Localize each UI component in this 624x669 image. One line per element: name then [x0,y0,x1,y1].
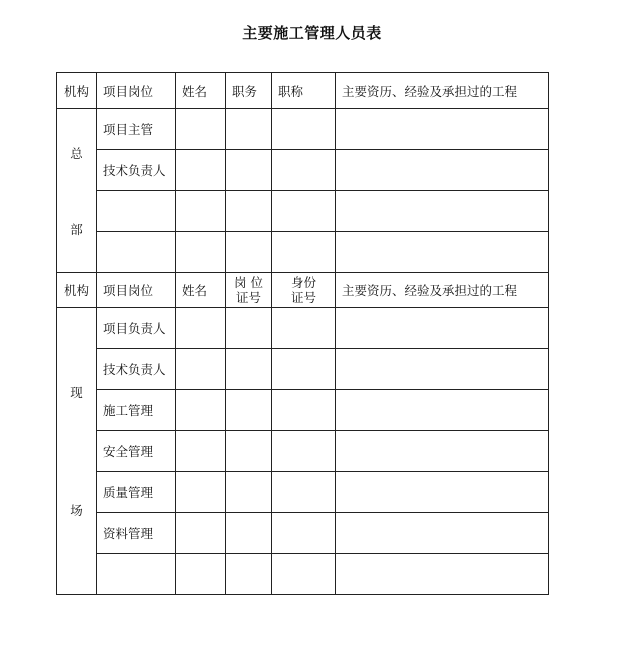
name-cell[interactable] [176,390,226,431]
table-row [57,109,549,150]
name-cell[interactable] [176,431,226,472]
table-row [57,431,549,472]
name-cell[interactable] [176,554,226,595]
position-cell: 资料管理 [97,513,176,554]
rank-cell[interactable] [272,191,336,232]
header-position: 项目岗位 [97,73,176,109]
header-position: 项目岗位 [97,273,176,308]
cert-cell[interactable] [226,513,272,554]
header-org: 机构 [57,273,97,308]
id-cell[interactable] [272,390,336,431]
org-cell-site [57,308,97,595]
position-cell: 项目主管 [97,109,176,150]
org-label-bottom: 场 [70,503,83,518]
position-cell[interactable] [97,554,176,595]
table-row [57,308,549,349]
name-cell[interactable] [176,349,226,390]
header-org: 机构 [57,73,97,109]
experience-cell[interactable] [336,554,549,595]
header-id-number [272,273,336,308]
name-cell[interactable] [176,472,226,513]
id-cell[interactable] [272,472,336,513]
header-duty: 职务 [226,73,272,109]
position-cell: 安全管理 [97,431,176,472]
duty-cell[interactable] [226,150,272,191]
header-experience: 主要资历、经验及承担过的工程 [336,273,549,308]
rank-cell[interactable] [272,109,336,150]
table-row [57,232,549,273]
table-row [57,513,549,554]
header-cert-line2: 证号 [235,290,261,305]
name-cell[interactable] [176,513,226,554]
table-row [57,191,549,232]
experience-cell[interactable] [336,150,549,191]
table-row [57,349,549,390]
name-cell[interactable] [176,109,226,150]
cert-cell[interactable] [226,308,272,349]
header-cert-line1: 岗 位 [234,275,263,290]
org-label-top: 现 [70,385,83,400]
header-row-site [57,273,549,308]
cert-cell[interactable] [226,390,272,431]
rank-cell[interactable] [272,232,336,273]
table-row [57,472,549,513]
org-label-top: 总 [70,145,83,161]
id-cell[interactable] [272,431,336,472]
id-cell[interactable] [272,349,336,390]
position-cell: 技术负责人 [97,349,176,390]
org-label-bottom: 部 [70,221,83,237]
experience-cell[interactable] [336,390,549,431]
name-cell[interactable] [176,232,226,273]
org-cell-hq [57,109,97,273]
experience-cell[interactable] [336,232,549,273]
experience-cell[interactable] [336,513,549,554]
header-id-line2: 证号 [290,290,316,305]
staff-table [56,72,549,595]
rank-cell[interactable] [272,150,336,191]
header-row [57,73,549,109]
experience-cell[interactable] [336,349,549,390]
cert-cell[interactable] [226,349,272,390]
position-cell: 项目负责人 [97,308,176,349]
position-cell: 技术负责人 [97,150,176,191]
header-rank: 职称 [272,73,336,109]
id-cell[interactable] [272,308,336,349]
experience-cell[interactable] [336,109,549,150]
page-title: 主要施工管理人员表 [242,24,382,42]
table-row [57,390,549,431]
position-cell[interactable] [97,232,176,273]
cert-cell[interactable] [226,431,272,472]
duty-cell[interactable] [226,109,272,150]
name-cell[interactable] [176,308,226,349]
id-cell[interactable] [272,513,336,554]
header-id-line1: 身份 [290,275,316,290]
duty-cell[interactable] [226,191,272,232]
duty-cell[interactable] [226,232,272,273]
table-row [57,150,549,191]
position-cell: 施工管理 [97,390,176,431]
name-cell[interactable] [176,191,226,232]
experience-cell[interactable] [336,308,549,349]
header-name: 姓名 [176,73,226,109]
experience-cell[interactable] [336,431,549,472]
header-cert-number [226,273,272,308]
cert-cell[interactable] [226,554,272,595]
experience-cell[interactable] [336,191,549,232]
name-cell[interactable] [176,150,226,191]
position-cell: 质量管理 [97,472,176,513]
cert-cell[interactable] [226,472,272,513]
header-experience: 主要资历、经验及承担过的工程 [336,73,549,109]
experience-cell[interactable] [336,472,549,513]
position-cell[interactable] [97,191,176,232]
id-cell[interactable] [272,554,336,595]
table-row [57,554,549,595]
header-name: 姓名 [176,273,226,308]
